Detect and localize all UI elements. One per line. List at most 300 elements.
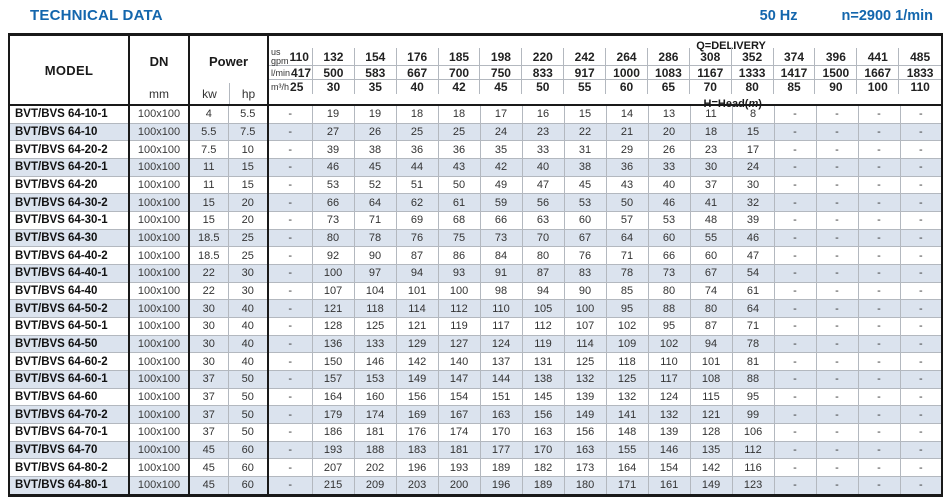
head-cell: 112	[522, 318, 564, 336]
head-cell: 35	[480, 141, 522, 159]
head-cell: 108	[690, 371, 732, 389]
head-cell: -	[268, 141, 312, 159]
head-cell: 156	[564, 423, 606, 441]
head-cell: 132	[606, 388, 648, 406]
head-cell: -	[816, 123, 858, 141]
head-cell: 27	[312, 123, 354, 141]
head-cell: 215	[312, 476, 354, 495]
head-cell: -	[858, 353, 900, 371]
head-cell: 180	[564, 476, 606, 495]
dn-cell: 100x100	[129, 123, 189, 141]
kw-cell: 7.5	[189, 141, 228, 159]
head-cell: 200	[438, 476, 480, 495]
head-cell: 124	[648, 388, 690, 406]
head-cell: 86	[438, 247, 480, 265]
head-cell: -	[900, 388, 942, 406]
head-cell: 81	[732, 353, 774, 371]
head-cell: 139	[648, 423, 690, 441]
model-cell: BVT/BVS 64-50-1	[9, 318, 129, 336]
head-cell: 154	[648, 459, 690, 477]
head-cell: 164	[606, 459, 648, 477]
table-row	[9, 371, 942, 389]
head-cell: -	[816, 371, 858, 389]
head-cell: -	[268, 282, 312, 300]
table-row	[9, 300, 942, 318]
dn-cell: 100x100	[129, 212, 189, 230]
flow-gpm-value: 185	[439, 48, 481, 65]
head-cell: 109	[606, 335, 648, 353]
head-cell: 47	[732, 247, 774, 265]
model-cell: BVT/BVS 64-40-2	[9, 247, 129, 265]
head-cell: 87	[522, 265, 564, 283]
flow-gpm-value: 286	[648, 48, 690, 65]
dn-cell: 100x100	[129, 423, 189, 441]
dn-cell: 100x100	[129, 300, 189, 318]
flow-lmin-value: 1667	[857, 66, 899, 80]
hp-cell: 30	[228, 282, 268, 300]
head-cell: 171	[606, 476, 648, 495]
head-cell: 64	[354, 194, 396, 212]
hp-cell: 50	[228, 423, 268, 441]
head-cell: 112	[732, 441, 774, 459]
head-cell: 50	[606, 194, 648, 212]
head-cell: 18	[396, 105, 438, 123]
head-cell: 100	[438, 282, 480, 300]
flow-m3h-value: 45	[480, 80, 522, 94]
head-cell: -	[816, 406, 858, 424]
kw-cell: 30	[189, 300, 228, 318]
head-cell: 123	[732, 476, 774, 495]
flow-gpm-value: 308	[690, 48, 732, 65]
flow-gpm-value: 176	[397, 48, 439, 65]
dn-cell: 100x100	[129, 247, 189, 265]
dn-cell: 100x100	[129, 282, 189, 300]
head-label: H=Head(m)	[703, 98, 762, 110]
head-cell: 196	[480, 476, 522, 495]
head-cell: -	[900, 406, 942, 424]
head-cell: 95	[606, 300, 648, 318]
head-cell: -	[858, 388, 900, 406]
model-cell: BVT/BVS 64-60	[9, 388, 129, 406]
table-row	[9, 176, 942, 194]
head-cell: 92	[312, 247, 354, 265]
head-cell: 45	[354, 159, 396, 177]
flow-lmin-value: 1833	[906, 66, 934, 80]
head-cell: 83	[564, 265, 606, 283]
head-cell: -	[858, 247, 900, 265]
table-row	[9, 335, 942, 353]
head-cell: 110	[648, 353, 690, 371]
head-cell: -	[816, 105, 858, 123]
flow-m3h-value: 100	[857, 80, 899, 94]
head-cell: 76	[564, 247, 606, 265]
head-cell: -	[774, 353, 816, 371]
model-cell: BVT/BVS 64-40-1	[9, 265, 129, 283]
hp-cell: 40	[228, 318, 268, 336]
flow-gpm-value: 264	[606, 48, 648, 65]
head-cell: -	[900, 335, 942, 353]
head-cell: 182	[522, 459, 564, 477]
head-cell: 33	[522, 141, 564, 159]
head-cell: 62	[396, 194, 438, 212]
head-cell: -	[858, 406, 900, 424]
head-cell: 85	[606, 282, 648, 300]
head-cell: -	[774, 441, 816, 459]
head-cell: -	[900, 282, 942, 300]
head-cell: 105	[522, 300, 564, 318]
head-cell: 102	[648, 335, 690, 353]
dn-cell: 100x100	[129, 371, 189, 389]
head-cell: -	[268, 406, 312, 424]
kw-cell: 30	[189, 353, 228, 371]
hp-cell: 15	[228, 176, 268, 194]
head-cell: 118	[606, 353, 648, 371]
head-cell: 37	[690, 176, 732, 194]
head-cell: 170	[480, 423, 522, 441]
technical-data-table	[8, 33, 943, 497]
head-cell: -	[816, 318, 858, 336]
head-cell: 20	[648, 123, 690, 141]
m3h-unit-label: m³/h	[271, 81, 290, 92]
head-cell: 61	[438, 194, 480, 212]
kw-unit-label: kw	[190, 83, 230, 104]
head-cell: 78	[732, 335, 774, 353]
head-cell: -	[774, 300, 816, 318]
head-cell: -	[900, 176, 942, 194]
head-cell: 30	[732, 176, 774, 194]
head-cell: 11	[690, 105, 732, 123]
hp-cell: 60	[228, 459, 268, 477]
head-cell: -	[268, 229, 312, 247]
head-cell: -	[268, 371, 312, 389]
head-cell: 107	[564, 318, 606, 336]
title-right-group	[760, 8, 933, 24]
head-cell: 74	[690, 282, 732, 300]
head-cell: -	[900, 229, 942, 247]
kw-cell: 22	[189, 282, 228, 300]
head-cell: 18	[690, 123, 732, 141]
head-cell: 23	[522, 123, 564, 141]
flow-gpm-value: us gpm 110	[269, 48, 313, 65]
model-cell: BVT/BVS 64-30-2	[9, 194, 129, 212]
dn-cell: 100x100	[129, 265, 189, 283]
head-cell: -	[858, 229, 900, 247]
head-cell: 64	[732, 300, 774, 318]
head-cell: 146	[648, 441, 690, 459]
dn-cell: 100x100	[129, 318, 189, 336]
head-cell: -	[268, 335, 312, 353]
head-cell: -	[900, 105, 942, 123]
head-cell: 32	[732, 194, 774, 212]
head-cell: 144	[480, 371, 522, 389]
flow-lmin-value: 667	[397, 66, 439, 80]
table-row	[9, 476, 942, 495]
head-cell: -	[858, 141, 900, 159]
head-cell: -	[268, 105, 312, 123]
head-cell: -	[774, 176, 816, 194]
head-cell: 49	[480, 176, 522, 194]
head-cell: -	[816, 141, 858, 159]
hp-cell: 50	[228, 371, 268, 389]
head-cell: -	[268, 459, 312, 477]
head-cell: 156	[396, 388, 438, 406]
head-cell: 14	[606, 105, 648, 123]
dn-cell: 100x100	[129, 105, 189, 123]
head-cell: 163	[480, 406, 522, 424]
table-row	[9, 353, 942, 371]
head-cell: 117	[648, 371, 690, 389]
table-row	[9, 212, 942, 230]
head-cell: 66	[480, 212, 522, 230]
head-cell: 129	[396, 335, 438, 353]
head-cell: 125	[354, 318, 396, 336]
head-cell: 17	[480, 105, 522, 123]
head-cell: -	[816, 229, 858, 247]
head-cell: 36	[438, 141, 480, 159]
flow-lmin-value: 583	[355, 66, 397, 80]
flow-lmin-value: 750	[480, 66, 522, 80]
head-cell: 101	[396, 282, 438, 300]
head-cell: -	[774, 141, 816, 159]
head-cell: 174	[354, 406, 396, 424]
head-cell: -	[816, 353, 858, 371]
head-cell: 76	[396, 229, 438, 247]
head-cell: 148	[606, 423, 648, 441]
table-row	[9, 265, 942, 283]
head-cell: -	[816, 247, 858, 265]
head-cell: -	[774, 123, 816, 141]
kw-cell: 37	[189, 406, 228, 424]
flow-m3h-value: 70	[690, 80, 732, 94]
head-cell: 161	[648, 476, 690, 495]
model-cell: BVT/BVS 64-50-2	[9, 300, 129, 318]
table-body	[9, 105, 942, 496]
head-cell: 163	[522, 423, 564, 441]
head-cell: 142	[690, 459, 732, 477]
kw-cell: 30	[189, 335, 228, 353]
head-cell: 43	[438, 159, 480, 177]
head-cell: 101	[690, 353, 732, 371]
head-cell: 51	[396, 176, 438, 194]
head-cell: -	[900, 159, 942, 177]
head-cell: 45	[564, 176, 606, 194]
kw-cell: 30	[189, 318, 228, 336]
head-cell: 50	[438, 176, 480, 194]
head-cell: 131	[522, 353, 564, 371]
flow-gpm-value: 441	[857, 48, 899, 65]
head-cell: -	[268, 247, 312, 265]
head-cell: 78	[354, 229, 396, 247]
head-cell: 95	[648, 318, 690, 336]
head-cell: 39	[732, 212, 774, 230]
head-cell: 71	[354, 212, 396, 230]
table-row	[9, 123, 942, 141]
head-cell: -	[774, 105, 816, 123]
head-cell: 121	[690, 406, 732, 424]
model-cell: BVT/BVS 64-60-1	[9, 371, 129, 389]
head-cell: 147	[438, 371, 480, 389]
model-cell: BVT/BVS 64-70-2	[9, 406, 129, 424]
hp-cell: 25	[228, 229, 268, 247]
head-cell: 24	[480, 123, 522, 141]
kw-cell: 22	[189, 265, 228, 283]
head-cell: 75	[438, 229, 480, 247]
head-cell: -	[268, 194, 312, 212]
head-cell: 181	[354, 423, 396, 441]
head-cell: 40	[648, 176, 690, 194]
flow-m3h-value: 65	[648, 80, 690, 94]
hp-cell: 40	[228, 300, 268, 318]
flow-m3h-value: 30	[313, 80, 355, 94]
head-cell: 52	[354, 176, 396, 194]
head-cell: -	[858, 318, 900, 336]
head-cell: 71	[606, 247, 648, 265]
head-cell: -	[858, 282, 900, 300]
head-cell: 164	[312, 388, 354, 406]
head-cell: 193	[312, 441, 354, 459]
head-cell: 209	[354, 476, 396, 495]
head-cell: -	[268, 176, 312, 194]
head-cell: 189	[522, 476, 564, 495]
head-cell: 80	[522, 247, 564, 265]
table-row	[9, 229, 942, 247]
head-cell: 128	[690, 423, 732, 441]
model-cell: BVT/BVS 64-20-1	[9, 159, 129, 177]
kw-cell: 45	[189, 441, 228, 459]
head-cell: 189	[480, 459, 522, 477]
head-cell: -	[858, 441, 900, 459]
hp-cell: 40	[228, 335, 268, 353]
head-cell: 15	[732, 123, 774, 141]
flow-m3h-value: m³/h 25	[269, 80, 313, 94]
hp-cell: 30	[228, 265, 268, 283]
head-cell: -	[774, 459, 816, 477]
head-cell: 117	[480, 318, 522, 336]
table-row	[9, 282, 942, 300]
kw-cell: 37	[189, 371, 228, 389]
dn-cell: 100x100	[129, 353, 189, 371]
flow-m3h-value: 55	[564, 80, 606, 94]
head-cell: 47	[522, 176, 564, 194]
head-cell: 56	[522, 194, 564, 212]
table-row	[9, 406, 942, 424]
head-cell: 93	[438, 265, 480, 283]
flow-gpm-value: 220	[522, 48, 564, 65]
head-cell: -	[816, 300, 858, 318]
head-cell: 121	[396, 318, 438, 336]
head-cell: 141	[606, 406, 648, 424]
hp-cell: 10	[228, 141, 268, 159]
flow-gpm-value: 242	[564, 48, 606, 65]
head-cell: 177	[480, 441, 522, 459]
flow-m3h-value: 35	[355, 80, 397, 94]
head-cell: 38	[354, 141, 396, 159]
head-cell: -	[816, 159, 858, 177]
speed-label: n=2900 1/min	[841, 8, 933, 24]
delivery-header-block	[268, 35, 942, 110]
head-cell: 106	[732, 423, 774, 441]
flow-m3h-value: 40	[397, 80, 439, 94]
head-cell: 55	[690, 229, 732, 247]
head-cell: 31	[564, 141, 606, 159]
head-cell: 203	[396, 476, 438, 495]
flow-m3h-value: 110	[910, 80, 930, 94]
flow-lmin-value: 1417	[774, 66, 816, 80]
model-column-header: MODEL	[9, 35, 129, 106]
dn-cell: 100x100	[129, 459, 189, 477]
flow-row-lmin	[269, 66, 941, 80]
gpm-unit-label: us gpm	[271, 47, 289, 66]
head-cell: 136	[312, 335, 354, 353]
head-cell: -	[858, 335, 900, 353]
head-cell: -	[774, 388, 816, 406]
technical-data-table-wrap	[8, 33, 941, 497]
head-cell: 119	[438, 318, 480, 336]
head-cell: 127	[438, 335, 480, 353]
dn-cell: 100x100	[129, 194, 189, 212]
kw-cell: 45	[189, 459, 228, 477]
kw-cell: 5.5	[189, 123, 228, 141]
head-cell: 142	[396, 353, 438, 371]
head-cell: 71	[732, 318, 774, 336]
head-cell: 112	[438, 300, 480, 318]
flow-m3h-value: 50	[522, 80, 564, 94]
head-cell: 53	[648, 212, 690, 230]
head-cell: 128	[312, 318, 354, 336]
head-cell: 67	[690, 265, 732, 283]
head-cell: 116	[732, 459, 774, 477]
dn-cell: 100x100	[129, 406, 189, 424]
dn-cell: 100x100	[129, 176, 189, 194]
head-cell: -	[774, 406, 816, 424]
head-cell: 78	[606, 265, 648, 283]
head-cell: 23	[690, 141, 732, 159]
head-cell: -	[816, 459, 858, 477]
head-cell: 114	[564, 335, 606, 353]
flow-m3h-value: 90	[815, 80, 857, 94]
table-row	[9, 388, 942, 406]
table-row	[9, 141, 942, 159]
head-cell: 100	[312, 265, 354, 283]
head-cell: 80	[312, 229, 354, 247]
head-cell: -	[774, 194, 816, 212]
head-cell: 48	[690, 212, 732, 230]
head-cell: 151	[480, 388, 522, 406]
model-cell: BVT/BVS 64-40	[9, 282, 129, 300]
head-cell: 133	[354, 335, 396, 353]
head-cell: -	[816, 194, 858, 212]
head-cell: -	[858, 123, 900, 141]
flow-lmin-value: 917	[564, 66, 606, 80]
head-cell: -	[900, 265, 942, 283]
head-cell: 87	[396, 247, 438, 265]
head-cell: 53	[312, 176, 354, 194]
head-cell: 94	[522, 282, 564, 300]
head-cell: 22	[564, 123, 606, 141]
head-cell: -	[268, 123, 312, 141]
head-cell: 146	[354, 353, 396, 371]
head-cell: -	[900, 441, 942, 459]
head-cell: 90	[564, 282, 606, 300]
flow-m3h-value: 60	[606, 80, 648, 94]
flow-gpm-value: 396	[815, 48, 857, 65]
dn-cell: 100x100	[129, 159, 189, 177]
head-cell: 61	[732, 282, 774, 300]
head-cell: -	[858, 194, 900, 212]
head-cell: 66	[312, 194, 354, 212]
head-cell: -	[774, 212, 816, 230]
head-cell: -	[268, 353, 312, 371]
